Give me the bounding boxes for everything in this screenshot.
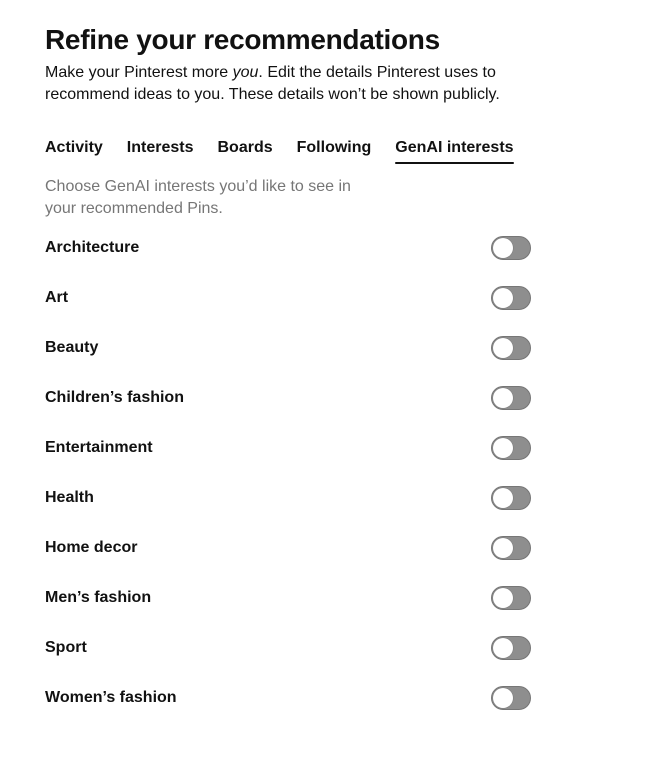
list-item: [45, 223, 535, 273]
interest-toggle[interactable]: [491, 236, 531, 260]
tab-interests[interactable]: Interests: [126, 139, 194, 156]
list-item: [45, 673, 535, 723]
interest-label: Art: [45, 289, 69, 306]
tab-genai-interests[interactable]: GenAI interests: [383, 134, 525, 160]
interest-label: Children’s fashion: [45, 389, 184, 406]
list-item: [45, 623, 535, 673]
interest-label: Women’s fashion: [45, 689, 177, 706]
list-item: [45, 273, 535, 323]
toggle-knob: [493, 688, 513, 708]
toggle-knob: [493, 438, 513, 458]
toggle-knob: [493, 288, 513, 308]
tab-activity[interactable]: Activity: [45, 139, 103, 156]
interest-toggle[interactable]: [491, 386, 531, 410]
subtitle-emphasis: you: [232, 64, 259, 81]
interest-toggle[interactable]: [491, 286, 531, 310]
toggle-knob: [493, 488, 513, 508]
list-item: [45, 423, 535, 473]
helper-text: Choose GenAI interests you’d like to see in your recommended Pins.: [45, 178, 351, 217]
interest-toggle[interactable]: [491, 686, 531, 710]
interest-list: [45, 223, 535, 723]
interest-toggle[interactable]: [491, 436, 531, 460]
interest-toggle[interactable]: [491, 536, 531, 560]
toggle-knob: [493, 538, 513, 558]
toggle-knob: [493, 388, 513, 408]
interest-toggle[interactable]: [491, 586, 531, 610]
list-item: [45, 373, 535, 423]
toggle-knob: [493, 638, 513, 658]
toggle-knob: [493, 588, 513, 608]
interest-toggle[interactable]: [491, 486, 531, 510]
tab-boards[interactable]: Boards: [217, 139, 273, 156]
toggle-knob: [493, 338, 513, 358]
interest-label: Home decor: [45, 539, 138, 556]
interest-label: Entertainment: [45, 439, 153, 456]
list-item: [45, 523, 535, 573]
toggle-knob: [493, 238, 513, 258]
interest-label: Architecture: [45, 239, 140, 256]
list-item: [45, 473, 535, 523]
subtitle-text-start: Make your Pinterest more: [45, 64, 233, 81]
tab-following[interactable]: Following: [296, 139, 372, 156]
page-title: Refine your recommendations: [45, 24, 440, 55]
interest-label: Men’s fashion: [45, 589, 152, 606]
list-item: [45, 573, 535, 623]
interest-label: Beauty: [45, 339, 99, 356]
page-subtitle: [45, 62, 565, 106]
subtitle-text-end: . Edit the details Pinterest uses to recommend ideas to you. These details won’t be shown publicly.: [45, 64, 500, 103]
interest-label: Health: [45, 489, 94, 506]
interest-label: Sport: [45, 639, 87, 656]
tab-bar: [33, 134, 526, 160]
interest-toggle[interactable]: [491, 636, 531, 660]
interest-toggle[interactable]: [491, 336, 531, 360]
list-item: [45, 323, 535, 373]
